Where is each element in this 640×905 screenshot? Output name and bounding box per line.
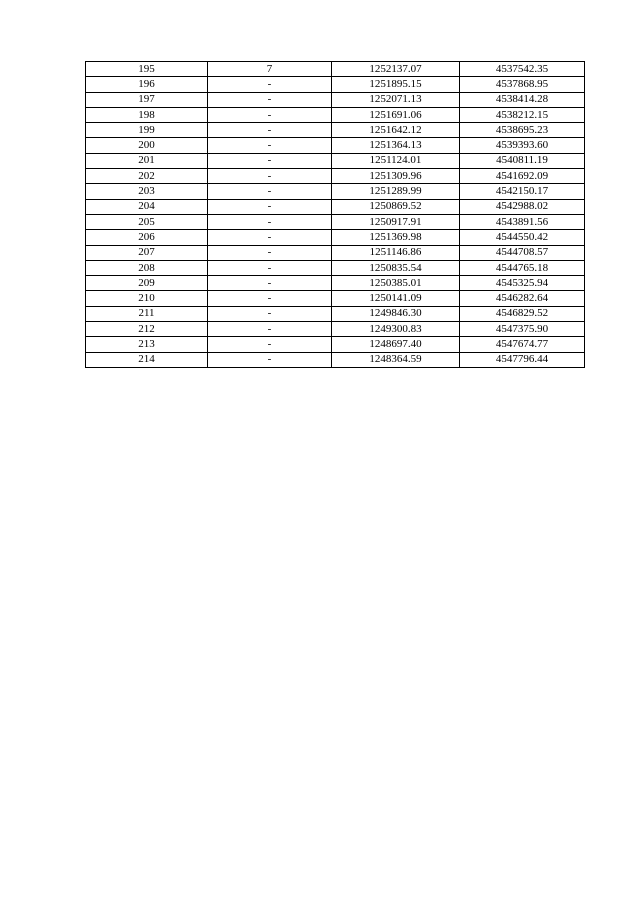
y-coordinate-cell: 4546282.64 — [460, 291, 585, 306]
point-number-cell: 214 — [86, 352, 208, 367]
point-number-cell: 201 — [86, 153, 208, 168]
table-row — [86, 260, 585, 275]
group-cell: - — [208, 260, 332, 275]
y-coordinate-cell: 4539393.60 — [460, 138, 585, 153]
table-row — [86, 306, 585, 321]
group-cell: - — [208, 138, 332, 153]
point-number-cell: 211 — [86, 306, 208, 321]
table-row — [86, 184, 585, 199]
x-coordinate-cell: 1251691.06 — [332, 107, 460, 122]
point-number-cell: 207 — [86, 245, 208, 260]
y-coordinate-cell: 4538414.28 — [460, 92, 585, 107]
y-coordinate-cell: 4538212.15 — [460, 107, 585, 122]
point-number-cell: 197 — [86, 92, 208, 107]
y-coordinate-cell: 4542150.17 — [460, 184, 585, 199]
group-cell: - — [208, 184, 332, 199]
coordinates-table-body — [86, 62, 585, 368]
x-coordinate-cell: 1249846.30 — [332, 306, 460, 321]
x-coordinate-cell: 1251309.96 — [332, 169, 460, 184]
point-number-cell: 200 — [86, 138, 208, 153]
x-coordinate-cell: 1252071.13 — [332, 92, 460, 107]
y-coordinate-cell: 4545325.94 — [460, 276, 585, 291]
x-coordinate-cell: 1250835.54 — [332, 260, 460, 275]
x-coordinate-cell: 1249300.83 — [332, 322, 460, 337]
point-number-cell: 213 — [86, 337, 208, 352]
point-number-cell: 198 — [86, 107, 208, 122]
group-cell: - — [208, 153, 332, 168]
group-cell: - — [208, 77, 332, 92]
table-row — [86, 352, 585, 367]
table-row — [86, 337, 585, 352]
x-coordinate-cell: 1251124.01 — [332, 153, 460, 168]
y-coordinate-cell: 4538695.23 — [460, 123, 585, 138]
x-coordinate-cell: 1251146.86 — [332, 245, 460, 260]
table-row — [86, 107, 585, 122]
table-row — [86, 138, 585, 153]
x-coordinate-cell: 1250869.52 — [332, 199, 460, 214]
point-number-cell: 208 — [86, 260, 208, 275]
y-coordinate-cell: 4537542.35 — [460, 62, 585, 77]
x-coordinate-cell: 1248697.40 — [332, 337, 460, 352]
table-row — [86, 214, 585, 229]
group-cell: - — [208, 123, 332, 138]
table-row — [86, 153, 585, 168]
group-cell: - — [208, 107, 332, 122]
point-number-cell: 210 — [86, 291, 208, 306]
group-cell: - — [208, 276, 332, 291]
group-cell: - — [208, 291, 332, 306]
x-coordinate-cell: 1251895.15 — [332, 77, 460, 92]
table-row — [86, 276, 585, 291]
point-number-cell: 209 — [86, 276, 208, 291]
y-coordinate-cell: 4547796.44 — [460, 352, 585, 367]
y-coordinate-cell: 4544765.18 — [460, 260, 585, 275]
point-number-cell: 204 — [86, 199, 208, 214]
x-coordinate-cell: 1251642.12 — [332, 123, 460, 138]
table-row — [86, 92, 585, 107]
table-row — [86, 291, 585, 306]
y-coordinate-cell: 4537868.95 — [460, 77, 585, 92]
y-coordinate-cell: 4541692.09 — [460, 169, 585, 184]
x-coordinate-cell: 1248364.59 — [332, 352, 460, 367]
x-coordinate-cell: 1251369.98 — [332, 230, 460, 245]
point-number-cell: 202 — [86, 169, 208, 184]
table-row — [86, 77, 585, 92]
group-cell: - — [208, 352, 332, 367]
table-row — [86, 62, 585, 77]
table-row — [86, 169, 585, 184]
table-row — [86, 230, 585, 245]
point-number-cell: 206 — [86, 230, 208, 245]
x-coordinate-cell: 1251364.13 — [332, 138, 460, 153]
coordinates-table — [85, 61, 585, 368]
x-coordinate-cell: 1252137.07 — [332, 62, 460, 77]
table-row — [86, 245, 585, 260]
y-coordinate-cell: 4540811.19 — [460, 153, 585, 168]
y-coordinate-cell: 4547674.77 — [460, 337, 585, 352]
y-coordinate-cell: 4546829.52 — [460, 306, 585, 321]
y-coordinate-cell: 4547375.90 — [460, 322, 585, 337]
point-number-cell: 212 — [86, 322, 208, 337]
point-number-cell: 195 — [86, 62, 208, 77]
y-coordinate-cell: 4544550.42 — [460, 230, 585, 245]
y-coordinate-cell: 4544708.57 — [460, 245, 585, 260]
point-number-cell: 203 — [86, 184, 208, 199]
group-cell: - — [208, 306, 332, 321]
x-coordinate-cell: 1251289.99 — [332, 184, 460, 199]
group-cell: - — [208, 230, 332, 245]
table-row — [86, 322, 585, 337]
group-cell: - — [208, 169, 332, 184]
y-coordinate-cell: 4543891.56 — [460, 214, 585, 229]
group-cell: - — [208, 214, 332, 229]
group-cell: - — [208, 92, 332, 107]
y-coordinate-cell: 4542988.02 — [460, 199, 585, 214]
group-cell: - — [208, 337, 332, 352]
group-cell: 7 — [208, 62, 332, 77]
group-cell: - — [208, 322, 332, 337]
point-number-cell: 205 — [86, 214, 208, 229]
point-number-cell: 199 — [86, 123, 208, 138]
table-row — [86, 199, 585, 214]
group-cell: - — [208, 245, 332, 260]
table-row — [86, 123, 585, 138]
point-number-cell: 196 — [86, 77, 208, 92]
group-cell: - — [208, 199, 332, 214]
x-coordinate-cell: 1250917.91 — [332, 214, 460, 229]
x-coordinate-cell: 1250385.01 — [332, 276, 460, 291]
x-coordinate-cell: 1250141.09 — [332, 291, 460, 306]
